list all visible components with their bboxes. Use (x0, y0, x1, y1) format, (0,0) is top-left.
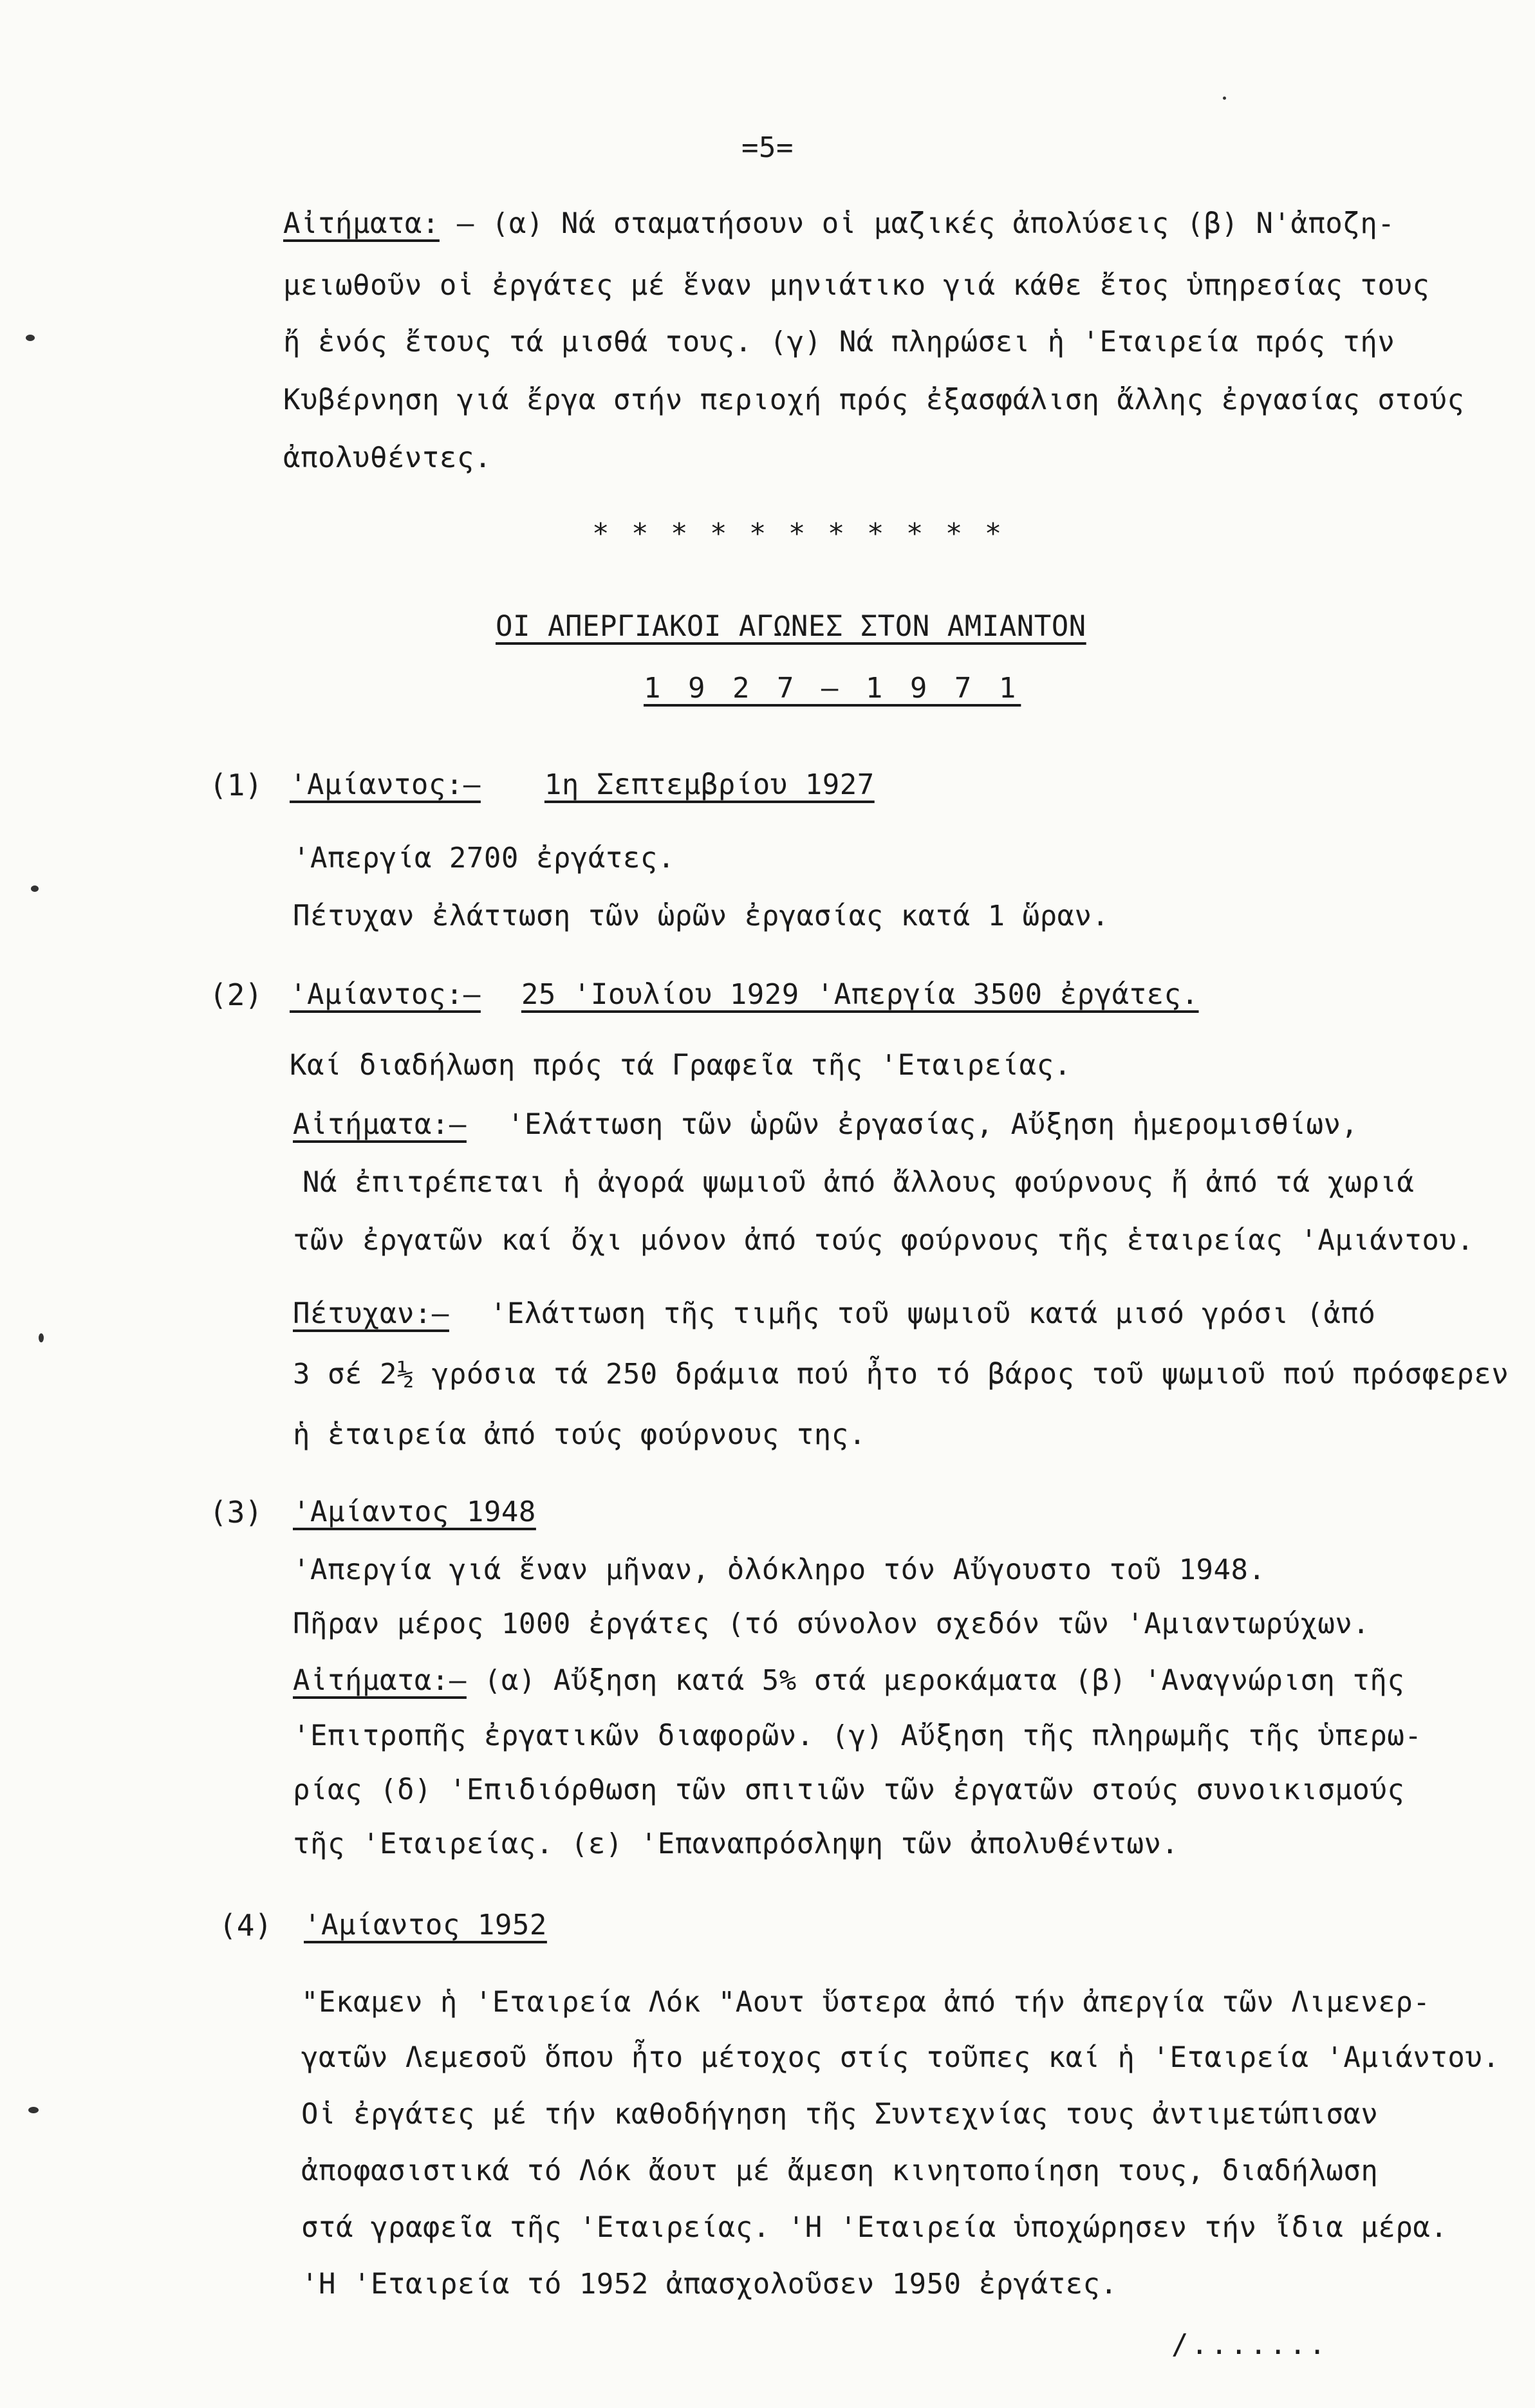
para1-line-1-text: – (α) Νά σταματήσουν οἱ μαζικές ἀπολύσεις (β) Ν'ἀποζη- (456, 207, 1395, 240)
heading-years: 1 9 2 7 – 1 9 7 1 (644, 672, 1021, 705)
section-2-demands-text-1: 'Ελάττωση τῶν ὡρῶν ἐργασίας, Αὔξηση ἡμερομισθίων, (507, 1108, 1359, 1141)
section-2-demands-label: Αἰτήματα:– (293, 1108, 467, 1141)
section-4-line-4: ἀποφασιστικά τό Λόκ ἄουτ μέ ἄμεση κινητοποίηση τους, διαδήλωση (301, 2154, 1379, 2187)
heading-years-row (644, 669, 1021, 708)
section-2-number: (2) (209, 977, 263, 1012)
section-2-demands-line-3: τῶν ἐργατῶν καί ὄχι μόνον ἀπό τούς φούρνους τῆς ἑταιρείας 'Αμιάντου. (293, 1224, 1475, 1257)
para1-line-5: ἀπολυθέντες. (283, 441, 492, 474)
section-4-label: 'Αμίαντος 1952 (304, 1909, 547, 1941)
section-2-intro: Καί διαδήλωση πρός τά Γραφεῖα τῆς 'Εταιρείας. (290, 1049, 1072, 1082)
section-4-line-6: 'Η 'Εταιρεία τό 1952 ἀπασχολοῦσεν 1950 ἐργάτες. (301, 2268, 1118, 2301)
section-2-result-line-3: ἡ ἑταιρεία ἀπό τούς φούρνους της. (293, 1418, 866, 1451)
section-3-demands-line-4: τῆς 'Εταιρείας. (ε) 'Επαναπρόσληψη τῶν ἀπολυθέντων. (293, 1828, 1179, 1860)
section-1-number: (1) (209, 768, 263, 802)
section-3-demands-line-3: ρίας (δ) 'Επιδιόρθωση τῶν σπιτιῶν τῶν ἐργατῶν στούς συνοικισμούς (293, 1774, 1405, 1806)
page-number: =5= (741, 131, 794, 164)
section-2-demands-line-2: Νά ἐπιτρέπεται ἡ ἀγορά ψωμιοῦ ἀπό ἄλλους φούρνους ἤ ἀπό τά χωριά (302, 1166, 1415, 1199)
section-4-line-2: γατῶν Λεμεσοῦ ὅπου ἦτο μέτοχος στίς τοῦπες καί ἡ 'Εταιρεία 'Αμιάντου. (301, 2041, 1500, 2074)
stars-separator: * * * * * * * * * * * (592, 517, 1005, 550)
section-2-result-text-1: 'Ελάττωση τῆς τιμῆς τοῦ ψωμιοῦ κατά μισό γρόσι (ἀπό (489, 1297, 1376, 1330)
scan-speck (39, 1333, 44, 1342)
section-1-line-2: Πέτυχαν ἐλάττωση τῶν ὡρῶν ἐργασίας κατά 1 ὥραν. (293, 900, 1110, 932)
section-4-heading (304, 1906, 547, 1945)
section-3-demands-line-1 (293, 1662, 1404, 1700)
section-3-demands-text-1: (α) Αὔξηση κατά 5% στά μεροκάματα (β) 'Αναγνώριση τῆς (483, 1664, 1405, 1697)
section-3-label: 'Αμίαντος 1948 (293, 1496, 536, 1528)
section-1-heading (290, 766, 875, 804)
section-1-date: 1η Σεπτεμβρίου 1927 (544, 768, 875, 801)
continuation-mark: /....... (1171, 2328, 1328, 2361)
section-4-line-1: "Εκαμεν ἡ 'Εταιρεία Λόκ "Αουτ ὕστερα ἀπό τήν ἀπεργία τῶν Λιμενερ- (301, 1986, 1431, 2019)
section-2-demands-line-1 (293, 1106, 1358, 1144)
para1-line-1 (283, 205, 1395, 243)
section-3-line-1: 'Απεργία γιά ἕναν μῆναν, ὁλόκληρο τόν Αὔγουστο τοῦ 1948. (293, 1553, 1266, 1586)
scan-speck (31, 885, 39, 892)
section-2-result-line-2: 3 σέ 2½ γρόσια τά 250 δράμια πού ἦτο τό βάρος τοῦ ψωμιοῦ πού πρόσφερεν (293, 1358, 1509, 1391)
section-3-line-2: Πῆραν μέρος 1000 ἐργάτες (τό σύνολον σχεδόν τῶν 'Αμιαντωρύχων. (293, 1607, 1370, 1640)
section-heading (496, 607, 1086, 646)
heading-title: ΟΙ ΑΠΕΡΓΙΑΚΟΙ ΑΓΩΝΕΣ ΣΤΟΝ ΑΜΙΑΝΤΟΝ (496, 610, 1086, 643)
para1-line-3: ἤ ἑνός ἔτους τά μισθά τους. (γ) Νά πληρώσει ἡ 'Εταιρεία πρός τήν (283, 326, 1395, 358)
scan-speck (26, 335, 35, 341)
section-3-number: (3) (209, 1495, 263, 1530)
section-4-line-5: στά γραφεῖα τῆς 'Εταιρείας. 'Η 'Εταιρεία ὑποχώρησεν τήν ἴδια μέρα. (301, 2211, 1448, 2244)
para1-line-2: μειωθοῦν οἱ ἐργάτες μέ ἕναν μηνιάτικο γιά κάθε ἔτος ὑπηρεσίας τους (283, 269, 1430, 302)
para1-line-4: Κυβέρνηση γιά ἔργα στήν περιοχή πρός ἐξασφάλιση ἄλλης ἐργασίας στούς (283, 384, 1465, 416)
section-3-heading (293, 1493, 536, 1532)
section-1-label: 'Αμίαντος:– (290, 768, 481, 801)
section-1-line-1: 'Απεργία 2700 ἐργάτες. (293, 842, 675, 875)
section-2-heading (290, 976, 1199, 1014)
section-2-result-label: Πέτυχαν:– (293, 1297, 449, 1330)
section-3-demands-line-2: 'Επιτροπῆς ἐργατικῶν διαφορῶν. (γ) Αὔξηση τῆς πληρωμῆς τῆς ὑπερω- (293, 1719, 1422, 1752)
section-2-label: 'Αμίαντος:– (290, 978, 481, 1011)
scan-speck (1223, 97, 1226, 100)
section-2-result-line-1 (293, 1295, 1375, 1333)
demands-label: Αἰτήματα: (283, 207, 440, 240)
section-4-line-3: Οἱ ἐργάτες μέ τήν καθοδήγηση τῆς Συντεχνίας τους ἀντιμετώπισαν (301, 2098, 1379, 2131)
section-2-date: 25 'Ιουλίου 1929 'Απεργία 3500 ἐργάτες. (521, 978, 1199, 1011)
section-4-number: (4) (219, 1908, 273, 1943)
scan-speck (28, 2107, 39, 2113)
section-3-demands-label: Αἰτήματα:– (293, 1664, 467, 1697)
